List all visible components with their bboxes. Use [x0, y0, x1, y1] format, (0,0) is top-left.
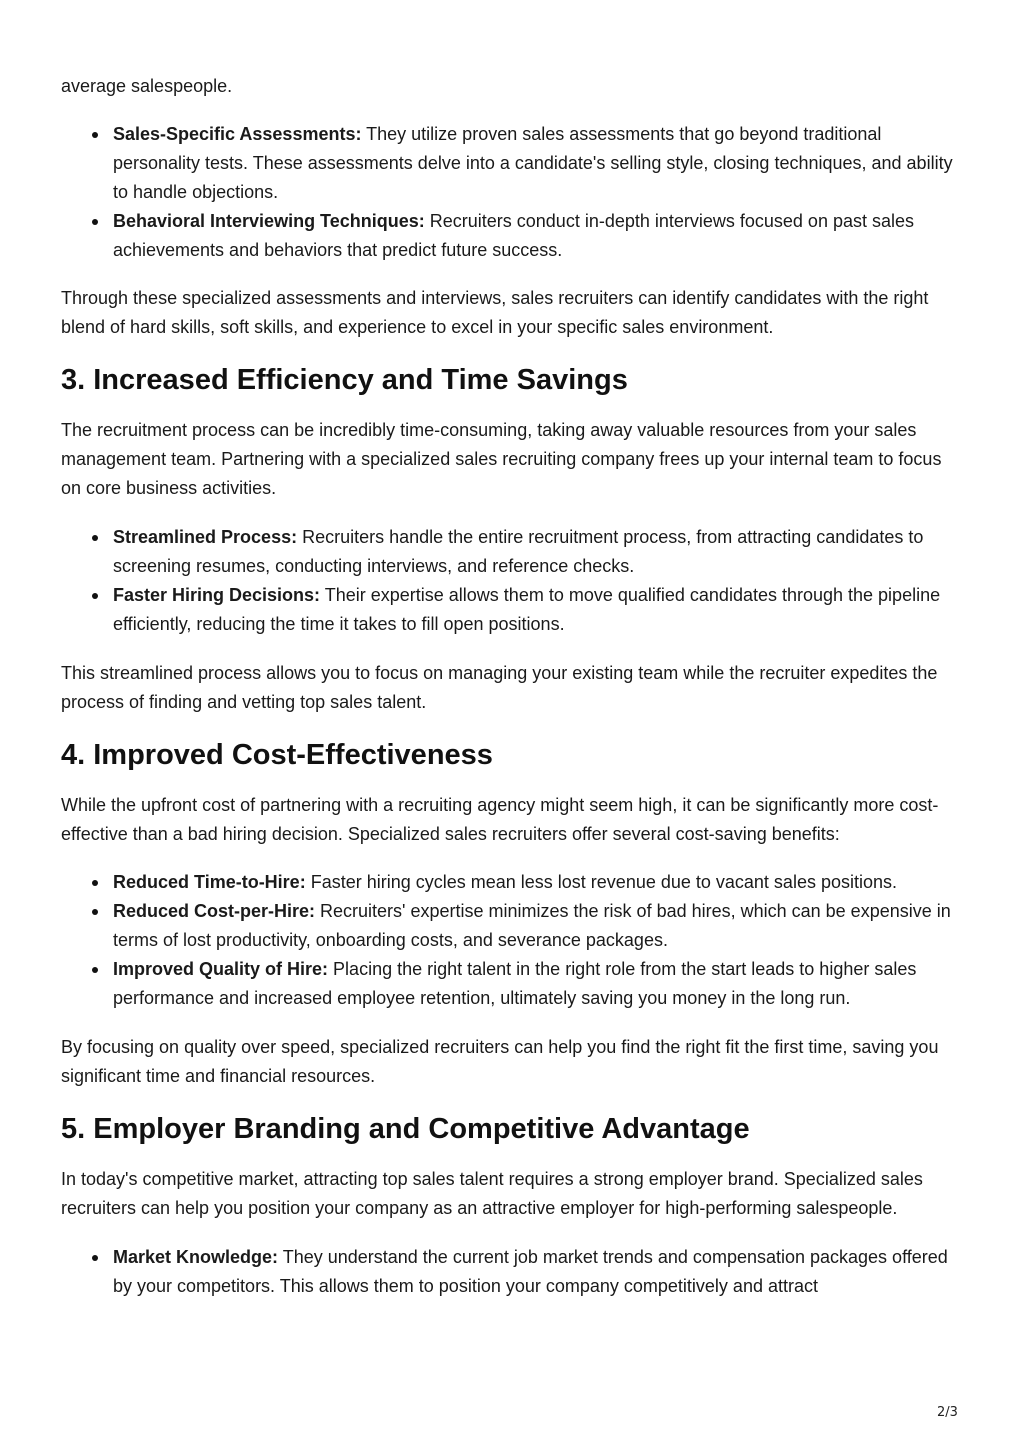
bullet-icon: [92, 880, 98, 886]
bullet-term: Reduced Time-to-Hire:: [113, 872, 306, 892]
bullet-term: Faster Hiring Decisions:: [113, 585, 321, 605]
intro-tail-paragraph: average salespeople.: [61, 76, 233, 96]
section2-closing-paragraph: Through these specialized assessments and interviews, sales recruiters can identify candidates with the right blend of hard skills, soft skills, and experience to excel in your specific sales environment.: [61, 288, 929, 337]
section4-bullet-list: [61, 868, 966, 1013]
bullet-icon: [92, 535, 98, 541]
bullet-icon: [92, 219, 98, 225]
section5-bullet-list: [61, 1243, 966, 1301]
list-item: [61, 897, 966, 955]
list-item: [61, 581, 966, 639]
bullet-term: Improved Quality of Hire:: [113, 959, 329, 979]
bullet-text: They understand the current job market trends and compensation packages offered by your competitors. This allows them to position your company competitively and attract: [113, 1247, 948, 1296]
section3-intro-paragraph: The recruitment process can be incredibly time-consuming, taking away valuable resources from your sales management team. Partnering with a specialized sales recruiting company frees up your internal team to focus on core business activities.: [61, 420, 942, 498]
bullet-term: Market Knowledge:: [113, 1247, 279, 1267]
bullet-icon: [92, 967, 98, 973]
list-item: [61, 207, 966, 265]
bullet-text: They utilize proven sales assessments that go beyond traditional personality tests. These assessments delve into a candidate's selling style, closing techniques, and ability to handle objections.: [113, 124, 953, 202]
bullet-icon: [92, 132, 98, 138]
bullet-icon: [92, 593, 98, 599]
bullet-text: Recruiters conduct in-depth interviews focused on past sales achievements and behaviors that predict future success.: [113, 211, 915, 260]
bullet-term: Reduced Cost-per-Hire:: [113, 901, 316, 921]
bullet-text: Recruiters' expertise minimizes the risk of bad hires, which can be expensive in terms of lost productivity, onboarding costs, and severance packages.: [113, 901, 951, 950]
list-item: [61, 955, 966, 1013]
list-item: [61, 120, 966, 207]
section2-bullet-list: [61, 120, 966, 265]
section3-heading: 3. Increased Efficiency and Time Savings: [61, 364, 628, 396]
list-item: [61, 1243, 966, 1301]
bullet-text: Recruiters handle the entire recruitment process, from attracting candidates to screening resumes, conducting interviews, and reference checks.: [113, 527, 924, 576]
list-item: [61, 868, 966, 897]
section3-closing-paragraph: This streamlined process allows you to focus on managing your existing team while the recruiter expedites the process of finding and vetting top sales talent.: [61, 663, 938, 712]
page-number: 2/3: [937, 1405, 958, 1420]
bullet-icon: [92, 1255, 98, 1261]
section3-bullet-list: [61, 523, 966, 639]
bullet-term: Behavioral Interviewing Techniques:: [113, 211, 425, 231]
bullet-text: Placing the right talent in the right role from the start leads to higher sales performance and increased employee retention, ultimately saving you money in the long run.: [113, 959, 917, 1008]
bullet-term: Streamlined Process:: [113, 527, 298, 547]
document-page: [61, 0, 966, 1301]
bullet-icon: [92, 909, 98, 915]
section4-heading: 4. Improved Cost-Effectiveness: [61, 739, 493, 771]
bullet-text: Their expertise allows them to move qualified candidates through the pipeline efficiently, reducing the time it takes to fill open positions.: [113, 585, 941, 634]
section4-intro-paragraph: While the upfront cost of partnering with a recruiting agency might seem high, it can be significantly more cost-effective than a bad hiring decision. Specialized sales recruiters offer several cost-saving benefits:: [61, 795, 939, 844]
bullet-term: Sales-Specific Assessments:: [113, 124, 362, 144]
section5-intro-paragraph: In today's competitive market, attracting top sales talent requires a strong employer brand. Specialized sales recruiters can help you position your company as an attractive employer for high-performing salespeople.: [61, 1169, 923, 1218]
section4-closing-paragraph: By focusing on quality over speed, specialized recruiters can help you find the right fit the first time, saving you significant time and financial resources.: [61, 1037, 939, 1086]
list-item: [61, 523, 966, 581]
bullet-text: Faster hiring cycles mean less lost revenue due to vacant sales positions.: [305, 872, 897, 892]
section5-heading: 5. Employer Branding and Competitive Advantage: [61, 1113, 750, 1145]
